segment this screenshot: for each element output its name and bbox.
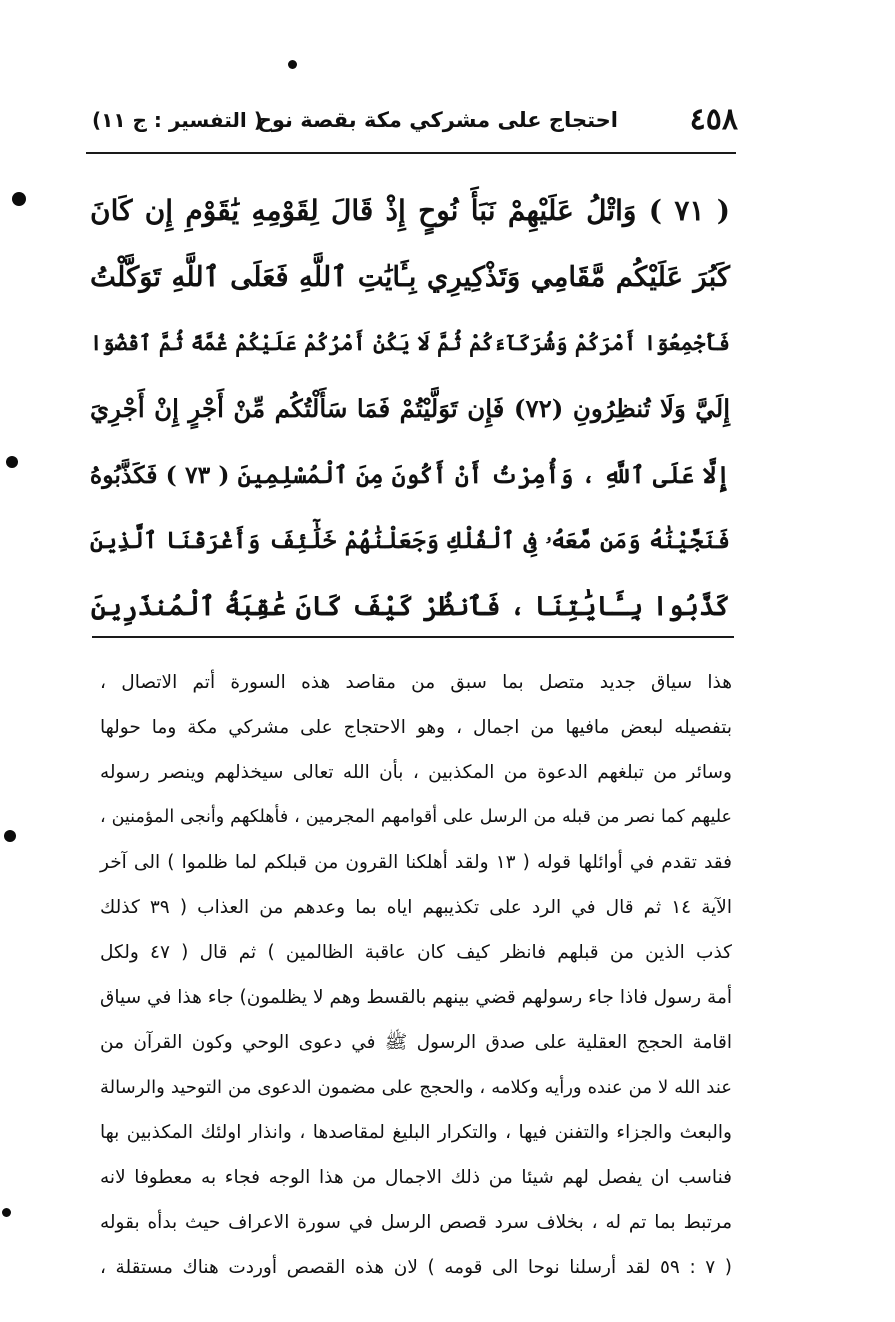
book-volume-reference: ( التفسير : ج ١١) (92, 108, 263, 132)
verse-line: فَنَجَّيْنَٰهُ وَمَن مَّعَهُۥ فِى ٱلْفُلْكِ وَجَعَلْنَٰهُمْ خَلَٰٓئِفَ وَأَغْرَقْنَا ٱلَّذِينَ (90, 527, 730, 554)
commentary-line: ( ٧ : ٥٩ لقد أرسلنا نوحا الى قومه ) لان هذه القصص أوردت هناك مستقلة ، (100, 1257, 733, 1278)
commentary-line: مرتبط بما تم له ، بخلاف سرد قصص الرسل في سورة الاعراف حيث بدأه بقوله (100, 1212, 732, 1233)
commentary-line: عليهم كما نصر من قبله من الرسل على أقوامهم المجرمين ، فأهلكهم وأنجى المؤمنين ، (100, 807, 732, 827)
commentary-line: هذا سياق جديد متصل بما سبق من مقاصد هذه السورة أتم الاتصال ، (100, 672, 732, 693)
commentary-line: بتفصيله لبعض مافيها من اجمال ، وهو الاحتجاج على مشركي مكة وما حولها (100, 717, 732, 738)
page-header (88, 100, 738, 148)
verse-line: فَأَجْمِعُوٓا أَمْرَكُمْ وَشُرَكَآءَكُمْ ثُمَّ لَا يَكُنْ أَمْرُكُمْ عَلَيْكُمْ غُمَّةً ثُمَّ ٱقْضُوٓا (90, 330, 730, 355)
quran-verses-block (90, 178, 730, 640)
commentary-line: عند الله لا من عنده ورأيه وكلامه ، والحجج على مضمون الدعوى من التوحيد والرسالة (100, 1077, 732, 1098)
binder-hole-mark (2, 1208, 11, 1217)
header-rule (86, 152, 736, 154)
commentary-line: وسائر من تبلغهم الدعوة من المكذبين ، بأن الله تعالى سيخذلهم وينصر رسوله (100, 762, 732, 783)
binder-hole-mark (6, 456, 18, 468)
scan-speck (288, 60, 297, 69)
section-divider (92, 636, 734, 638)
binder-hole-mark (12, 192, 26, 206)
commentary-line: فناسب ان يفصل لهم شيئا من ذلك الاجمال من هذا الوجه فجاء به معطوفا لانه (100, 1167, 732, 1188)
running-title: احتجاج على مشركي مكة بقصة نوح (256, 108, 618, 132)
commentary-line: كذب الذين من قبلهم فانظر كيف كان عاقبة الظالمين ) ثم قال ( ٤٧ ولكل (100, 942, 732, 963)
verse-line: كَذَّبُوا بِـَٔايَٰتِنَا ، فَٱنظُرْ كَيْفَ كَانَ عَٰقِبَةُ ٱلْمُنذَرِينَ (90, 591, 730, 622)
verse-line: إِلَّا عَلَى ٱللَّهِ ، وَأُمِرْتُ أَنْ أَكُونَ مِنَ ٱلْمُسْلِمِينَ ( ٧٣ ) فَكَذَّبُوهُ (89, 461, 730, 489)
commentary-line: الآية ١٤ ثم قال في الرد على تكذيبهم اياه بما وعدهم من العذاب ( ٣٩ كذلك (100, 897, 732, 918)
commentary-line: أمة رسول فاذا جاء رسولهم قضي بينهم بالقسط وهم لا يظلمون) جاء هذا في سياق (100, 987, 732, 1008)
verse-line: إِلَيَّ وَلَا تُنظِرُونِ (٧٢) فَإِن تَوَلَّيْتُمْ فَمَا سَأَلْتُكُم مِّنْ أَجْرٍ إِنْ أَجْرِيَ (90, 394, 730, 423)
commentary-block (100, 660, 732, 1290)
commentary-line: فقد تقدم في أوائلها قوله ( ١٣ ولقد أهلكنا القرون من قبلكم لما ظلموا ) الى آخر (100, 852, 732, 873)
commentary-line: والبعث والجزاء والتفنن فيها ، والتكرار البليغ لمقاصدها ، وانذار اولئك المكذبين بها (100, 1122, 732, 1143)
verse-line: ( ٧١ ) وَاتْلُ عَلَيْهِمْ نَبَأَ نُوحٍ إِذْ قَالَ لِقَوْمِهِ يَٰقَوْمِ إِن كَانَ (90, 194, 730, 227)
binder-hole-mark (4, 830, 16, 842)
page-number: ٤٥٨ (689, 102, 738, 137)
verse-line: كَبُرَ عَلَيْكُم مَّقَامِي وَتَذْكِيرِي بِـَٔايَٰتِ ٱللَّهِ فَعَلَى ٱللَّهِ تَوَكَّلْتُ (90, 261, 730, 293)
commentary-line: اقامة الحجج العقلية على صدق الرسول ﷺ في دعوى الوحي وكون القرآن من (100, 1032, 732, 1053)
